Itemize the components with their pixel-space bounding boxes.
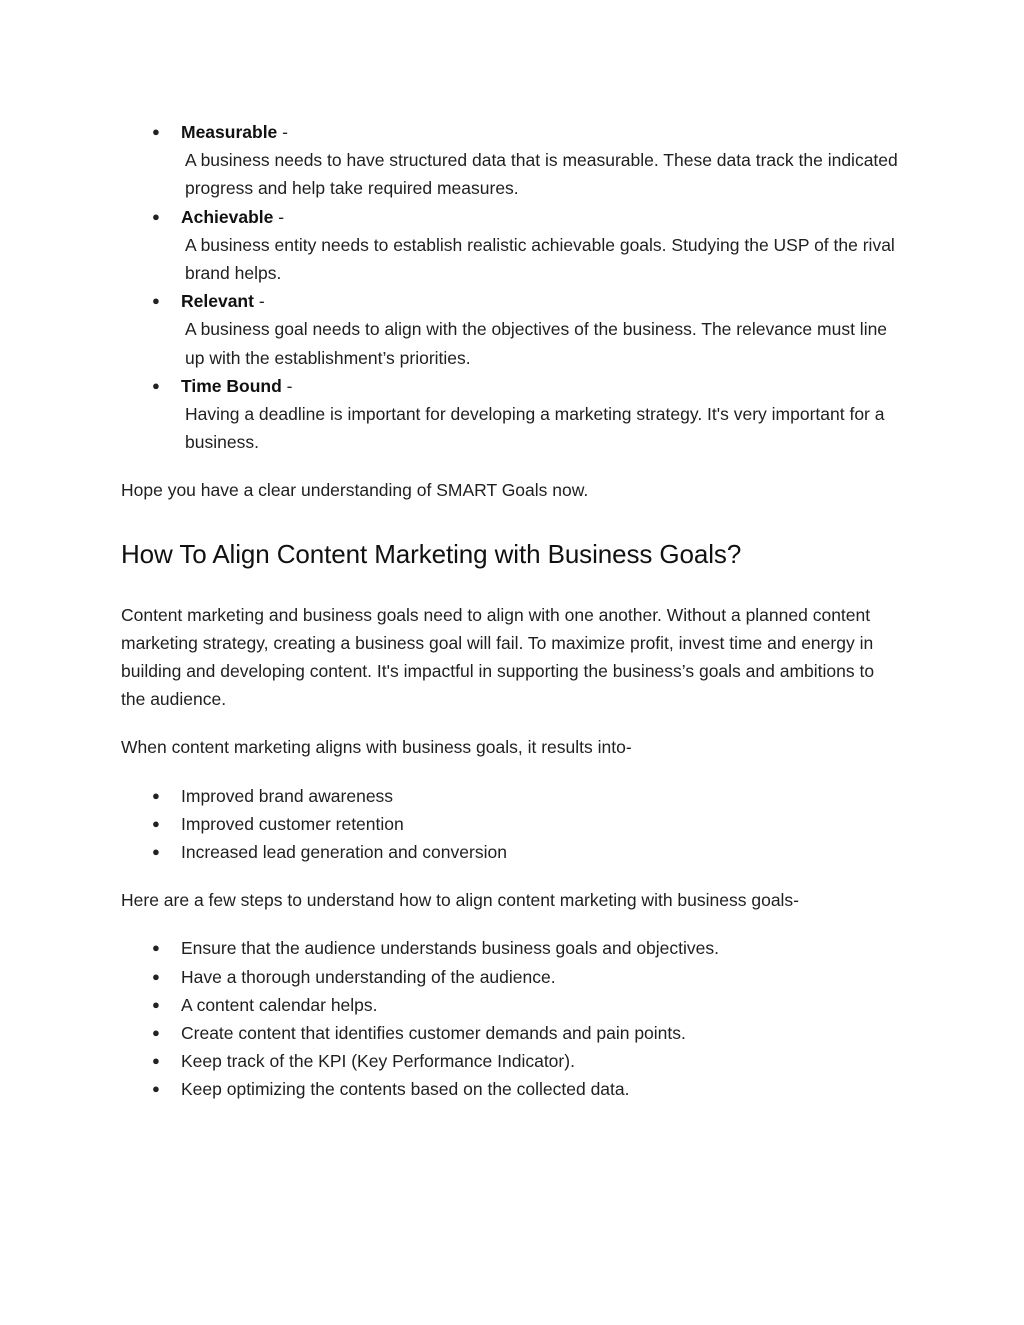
- list-item: [152, 810, 901, 838]
- results-intro-paragraph: When content marketing aligns with business goals, it results into-: [121, 737, 632, 758]
- bullet-icon: ●: [152, 844, 160, 860]
- term-description: A business goal needs to align with the objectives of the business. The relevance must line up with the establishment’s priorities.: [185, 319, 888, 368]
- list-item: [152, 1047, 901, 1075]
- list-item: [152, 1019, 901, 1047]
- spacer: [121, 713, 901, 733]
- list-item-text: Improved brand awareness: [181, 785, 394, 806]
- list-item: [152, 1075, 901, 1103]
- spacer: [121, 762, 901, 782]
- term-description: Having a deadline is important for developing a marketing strategy. It's very important for a business.: [185, 404, 885, 453]
- list-item-text: Have a thorough understanding of the audience.: [181, 966, 556, 987]
- bullet-icon: ●: [152, 968, 160, 984]
- term-separator: -: [281, 375, 293, 396]
- bullet-icon: ●: [152, 208, 160, 224]
- list-item-time-bound: [152, 372, 901, 457]
- section-heading: How To Align Content Marketing with Business Goals?: [121, 538, 742, 569]
- bullet-icon: ●: [152, 815, 160, 831]
- term-label: Time Bound: [181, 375, 282, 396]
- summary-paragraph: Hope you have a clear understanding of SMART Goals now.: [121, 480, 589, 501]
- list-item-measurable: [152, 118, 901, 203]
- list-item-text: A content calendar helps.: [181, 994, 378, 1015]
- list-item-text: Create content that identifies customer demands and pain points.: [181, 1023, 686, 1044]
- spacer: [121, 571, 901, 601]
- smart-goals-list: [121, 118, 901, 456]
- spacer: [121, 456, 901, 476]
- spacer: [121, 866, 901, 886]
- bullet-icon: ●: [152, 377, 160, 393]
- bullet-icon: ●: [152, 1081, 160, 1097]
- list-item-text: Increased lead generation and conversion: [181, 842, 507, 863]
- list-item-achievable: [152, 203, 901, 288]
- bullet-icon: ●: [152, 1053, 160, 1069]
- term-separator: -: [273, 206, 285, 227]
- list-item: [152, 782, 901, 810]
- spacer: [121, 505, 901, 537]
- term-separator: -: [277, 122, 288, 142]
- list-item-text: Improved customer retention: [181, 813, 404, 834]
- list-item-text: Keep track of the KPI (Key Performance Indicator).: [181, 1051, 575, 1072]
- list-item: [152, 838, 901, 866]
- list-item: [152, 963, 901, 991]
- spacer: [121, 914, 901, 934]
- term-description: A business entity needs to establish realistic achievable goals. Studying the USP of the rival brand helps.: [185, 234, 895, 284]
- term-label: Achievable: [181, 206, 274, 227]
- document-body: [121, 118, 901, 1104]
- list-item-text: Ensure that the audience understands business goals and objectives.: [181, 938, 719, 959]
- list-item-text: Keep optimizing the contents based on the collected data.: [181, 1079, 630, 1100]
- intro-paragraph: Content marketing and business goals need to align with one another. Without a planned content marketing strategy, creating a business goal will fail. To maximize profit, invest time and energy in building and developing content. It's impactful in supporting the business’s goals and ambitions to the audience.: [121, 604, 875, 710]
- term-label: Measurable: [181, 122, 278, 142]
- bullet-icon: ●: [152, 940, 160, 956]
- steps-list: [121, 934, 901, 1103]
- term-description: A business needs to have structured data that is measurable. These data track the indicated progress and help take required measures.: [185, 150, 898, 199]
- steps-intro-paragraph: Here are a few steps to understand how to align content marketing with business goals-: [121, 890, 800, 911]
- list-item: [152, 991, 901, 1019]
- bullet-icon: ●: [152, 124, 160, 139]
- term-label: Relevant: [181, 291, 254, 312]
- bullet-icon: ●: [152, 1025, 160, 1041]
- bullet-icon: ●: [152, 293, 160, 309]
- results-list: [121, 782, 901, 867]
- list-item-relevant: [152, 287, 901, 372]
- bullet-icon: ●: [152, 787, 160, 803]
- list-item: [152, 934, 901, 962]
- term-separator: -: [253, 291, 265, 312]
- bullet-icon: ●: [152, 996, 160, 1012]
